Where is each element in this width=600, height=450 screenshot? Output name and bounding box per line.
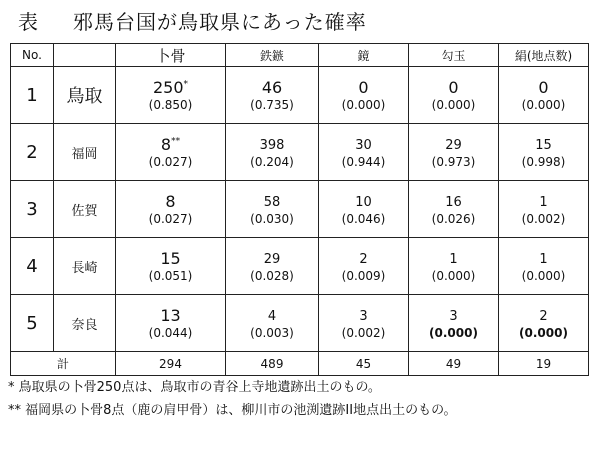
col-header-pref — [54, 44, 116, 67]
total-value: 19 — [499, 352, 589, 376]
cell-ratio: (0.973) — [431, 155, 476, 169]
table-cell — [116, 67, 226, 124]
cell-ratio: (0.000) — [521, 269, 566, 283]
cell-ratio: (0.046) — [341, 212, 386, 226]
table-cell — [226, 67, 319, 124]
table-cell — [409, 295, 499, 352]
table-cell — [116, 238, 226, 295]
total-row — [11, 352, 589, 376]
prefecture-name: 佐賀 — [54, 181, 116, 238]
cell-count: 2 — [359, 252, 368, 267]
table-cell — [226, 181, 319, 238]
cell-ratio: (0.998) — [521, 155, 566, 169]
col-header-magatama: 勾玉 — [409, 44, 499, 67]
cell-ratio: (0.000) — [429, 326, 478, 340]
cell-ratio: (0.044) — [148, 325, 193, 340]
total-value: 49 — [409, 352, 499, 376]
table-cell — [319, 295, 409, 352]
cell-count: 8 — [160, 134, 172, 154]
table-cell — [499, 295, 589, 352]
table-cell — [409, 238, 499, 295]
table-cell — [319, 124, 409, 181]
probability-table — [10, 43, 589, 376]
table-cell — [499, 67, 589, 124]
cell-count: 13 — [160, 305, 181, 325]
cell-ratio: (0.027) — [148, 154, 193, 169]
total-label: 計 — [11, 352, 116, 376]
footnote: ** 福岡県の卜骨8点（鹿の肩甲骨）は、柳川市の池渕遺跡II地点出土のもの。 — [8, 403, 457, 418]
prefecture-name: 鳥取 — [54, 67, 116, 124]
table-cell — [116, 124, 226, 181]
footnote-mark: ** — [171, 136, 181, 147]
table-row — [11, 124, 589, 181]
table-cell — [319, 181, 409, 238]
cell-count: 16 — [445, 195, 462, 210]
table-label: 表 — [18, 10, 39, 34]
cell-count: 398 — [259, 138, 285, 153]
cell-ratio: (0.003) — [250, 326, 294, 340]
cell-ratio: (0.204) — [250, 155, 294, 169]
row-number: 4 — [11, 238, 54, 295]
table-cell — [226, 295, 319, 352]
footnote-mark: * — [183, 79, 189, 90]
cell-ratio: (0.000) — [341, 97, 386, 112]
total-value: 489 — [226, 352, 319, 376]
cell-count: 29 — [445, 138, 462, 153]
cell-ratio: (0.000) — [519, 326, 568, 340]
table-cell — [499, 124, 589, 181]
cell-count: 0 — [358, 77, 369, 97]
table-row — [11, 238, 589, 295]
table-row — [11, 67, 589, 124]
cell-ratio: (0.009) — [341, 269, 386, 283]
prefecture-name: 奈良 — [54, 295, 116, 352]
table-cell — [116, 181, 226, 238]
cell-count: 15 — [535, 138, 552, 153]
prefecture-name: 福岡 — [54, 124, 116, 181]
cell-count: 15 — [160, 248, 181, 268]
cell-ratio: (0.002) — [521, 212, 566, 226]
table-row — [11, 181, 589, 238]
cell-ratio: (0.735) — [250, 97, 294, 112]
cell-count: 2 — [539, 309, 548, 324]
table-cell — [409, 67, 499, 124]
title-text: 邪馬台国が鳥取県にあった確率 — [73, 10, 367, 34]
cell-ratio: (0.028) — [250, 269, 294, 283]
cell-ratio: (0.850) — [148, 97, 193, 112]
footnote: * 鳥取県の卜骨250点は、鳥取市の青谷上寺地遺跡出土のもの。 — [8, 380, 381, 395]
cell-count: 1 — [539, 252, 548, 267]
page-title — [18, 6, 367, 35]
table-cell — [226, 238, 319, 295]
cell-count: 3 — [449, 309, 458, 324]
row-number: 5 — [11, 295, 54, 352]
cell-ratio: (0.026) — [431, 212, 476, 226]
row-number: 3 — [11, 181, 54, 238]
footnotes — [8, 378, 593, 424]
cell-count: 58 — [263, 195, 281, 210]
table-row — [11, 295, 589, 352]
cell-ratio: (0.000) — [521, 97, 566, 112]
total-value: 294 — [116, 352, 226, 376]
cell-count: 0 — [538, 77, 549, 97]
table-cell — [319, 67, 409, 124]
cell-ratio: (0.000) — [431, 97, 476, 112]
cell-ratio: (0.027) — [148, 211, 193, 226]
total-value: 45 — [319, 352, 409, 376]
cell-count: 3 — [359, 309, 368, 324]
table-cell — [226, 124, 319, 181]
cell-ratio: (0.002) — [341, 326, 386, 340]
header-row — [11, 44, 589, 67]
cell-count: 1 — [449, 252, 458, 267]
table-cell — [499, 238, 589, 295]
cell-count: 8 — [165, 191, 176, 211]
row-number: 1 — [11, 67, 54, 124]
col-header-bone-divination: 卜骨 — [116, 44, 226, 67]
cell-ratio: (0.944) — [341, 155, 386, 169]
table-cell — [409, 181, 499, 238]
cell-ratio: (0.030) — [250, 212, 294, 226]
cell-count: 29 — [263, 252, 281, 267]
col-header-mirrors: 鏡 — [319, 44, 409, 67]
cell-count: 1 — [539, 195, 548, 210]
cell-count: 250 — [152, 77, 184, 97]
cell-count: 30 — [355, 138, 372, 153]
prefecture-name: 長崎 — [54, 238, 116, 295]
cell-count: 4 — [267, 309, 277, 324]
cell-count: 10 — [355, 195, 372, 210]
table-cell — [116, 295, 226, 352]
cell-ratio: (0.000) — [431, 269, 476, 283]
cell-count: 46 — [261, 77, 283, 97]
table-cell — [319, 238, 409, 295]
cell-ratio: (0.051) — [148, 268, 193, 283]
col-header-silk: 絹(地点数) — [499, 44, 589, 67]
col-header-no: No. — [11, 44, 54, 67]
row-number: 2 — [11, 124, 54, 181]
table-cell — [499, 181, 589, 238]
cell-count: 0 — [448, 77, 459, 97]
col-header-iron-arrowheads: 鉄鏃 — [226, 44, 319, 67]
table-cell — [409, 124, 499, 181]
